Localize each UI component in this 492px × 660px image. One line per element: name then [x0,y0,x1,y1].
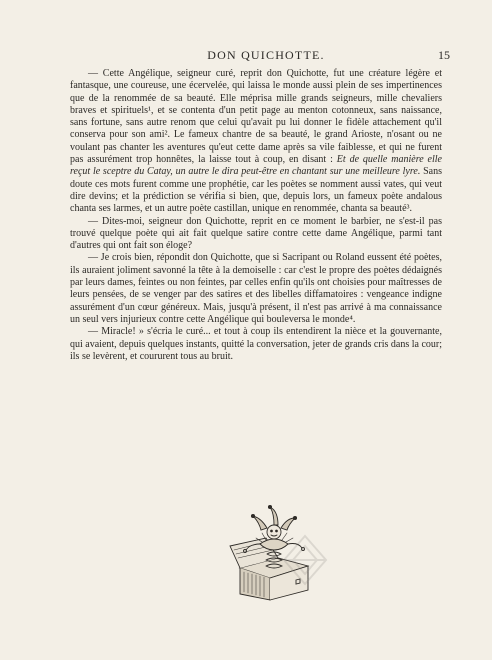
paragraph-1-text-b: Sans doute ces mots furent comme une prophétie, car les poètes se nomment aussi vates, qui veut dire devins; et la prédiction se vérifia si bien, que, depuis lors, un fameux poète andalous chanta ses larmes, et un autre poète castillan, unique en renommée, chanta sa beauté³. [70,166,442,215]
page-number: 15 [438,48,450,62]
paragraph-2: — Dites-moi, seigneur don Quichotte, reprit en ce moment le barbier, ne s'est-il pas trouvé quelque poète qui ait fait quelque satire contre cette dame Angélique, parmi tant d'autres qui ont fait son éloge? [70,215,442,252]
running-head [82,48,450,64]
body-text [70,68,442,363]
paragraph-1 [70,68,442,216]
running-title: DON QUICHOTTE. [207,48,325,62]
paragraph-1-text-a: — Cette Angélique, seigneur curé, reprit don Quichotte, fut une créature légère et fantasque, une coureuse, une écervelée, qui laissa le monde aussi plein de ses impertinences que de la renommée de sa beauté. Elle méprisa mille grands seigneurs, mille chevaliers braves et spirituels¹, et se contenta d'un petit page au menton cotonneux, sans naissance, sans fortune, sans autre renom que celui qu'avait pu lui donner le fidèle attachement qu'il conserva pour son ami². Le fameux chantre de sa beauté, le grand Arioste, n'osant ou ne voulant pas chanter les aventures qu'eut cette dame après sa vile faiblesse, et qui ne furent pas assurément trop honnêtes, la laisse tout à coup, en disant : [70,68,442,166]
paragraph-4: — Miracle! » s'écria le curé... et tout à coup ils entendirent la nièce et la gouvernante, qui avaient, depuis quelques instants, quitté la conversation, jeter de grands cris dans la cour; ils se levèrent, et coururent tous au bruit. [70,326,442,362]
paragraph-3: — Je crois bien, répondit don Quichotte, que si Sacripant ou Roland eussent été poètes, ils auraient joliment savonné la tête à la demoiselle : car c'est le propre des poètes dédaignés par leurs dames, feintes ou non feintes, par celles enfin qu'ils ont choisies pour maîtresses de leurs pensées, de se venger par des satires et des libelles diffamatoires : vengeance indigne assurément d'un cœur généreux. Mais, jusqu'à présent, il n'est pas arrivé à ma connaissance un seul vers injurieux contre cette Angélique qui bouleversa le monde⁴. [70,252,442,325]
arioste-quotation: Et de quelle manière elle reçut le sceptre du Catay, un autre le dira peut-être en chantant sur une meilleure lyre. [70,154,442,178]
diamond-logo-watermark-icon [282,534,328,586]
